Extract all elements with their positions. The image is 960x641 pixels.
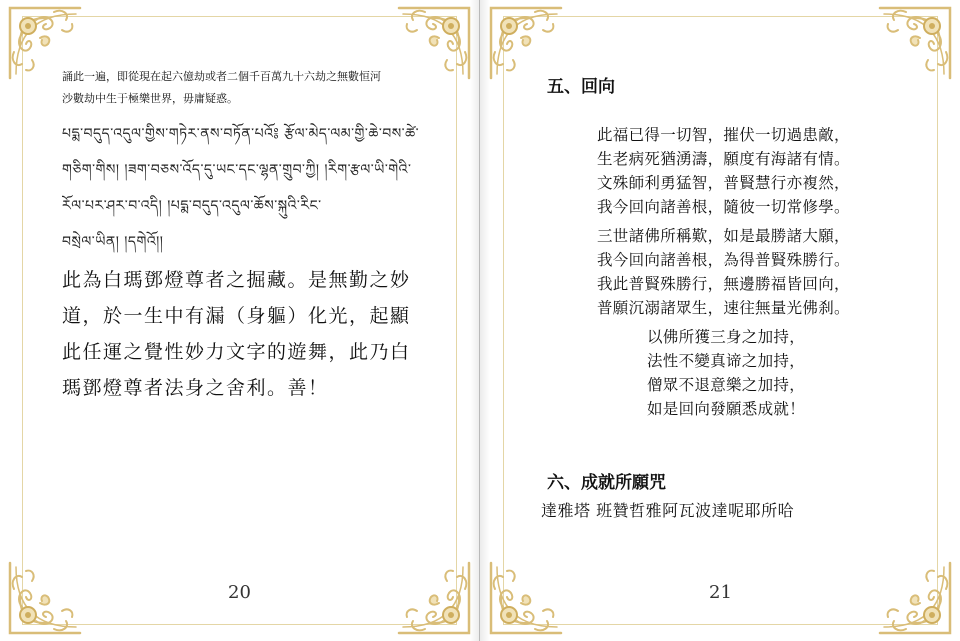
dedication-verse (597, 123, 850, 219)
tibetan-line: པདྨ་བདུད་འདུལ་གྱིས་གཏེར་ནས་བཏོན་པའོ༔ རྩོལ་མེད་ལམ་གྱི་ཆེ་བས་ཚེ་ (62, 126, 420, 142)
verse-line: 普願沉溺諸眾生，速往無量光佛刹。 (597, 299, 850, 317)
dedication-verse (597, 224, 850, 320)
merit-note (62, 66, 432, 110)
section-heading-mantra: 六、成就所願咒 (547, 473, 666, 493)
verse-line: 三世諸佛所稱歎，如是最勝諸大願， (597, 227, 850, 245)
merit-note-line: 誦此一遍，即從現在起六億劫或者二個千百萬九十六劫之無數恒河 (62, 70, 381, 83)
corner-ornament-icon (487, 4, 565, 82)
tibetan-line: གཅིག་གིས། །ཟག་བཅས་འོད་དུ་ཡང་དང་ལྷན་གྲུབ་ཀྱི། །རིག་རྩལ་ཡི་གེའི་ (62, 162, 412, 178)
colophon-line: 此為白瑪鄧燈尊者之掘藏。是無勤之妙 (62, 269, 411, 291)
mantra-text: 達雅塔 班贊哲雅阿瓦波達呢耶所哈 (541, 501, 795, 520)
section-heading-dedication: 五、回向 (547, 77, 615, 97)
verse-line: 此福已得一切智，摧伏一切過患敵， (597, 126, 850, 144)
verse-line: 僧眾不退意樂之加持， (647, 376, 806, 394)
page-number: 21 (709, 582, 732, 603)
book-gutter (470, 0, 490, 641)
verse-line: 如是回向發願悉成就！ (647, 400, 806, 418)
chinese-colophon (62, 262, 440, 406)
tibetan-colophon (62, 116, 432, 260)
colophon-line: 道，於一生中有漏（身軀）化光，起顯 (62, 305, 411, 327)
verse-line: 我今回向諸善根，隨彼一切常修學。 (597, 198, 850, 216)
verse-line: 以佛所獲三身之加持， (647, 328, 806, 346)
verse-line: 文殊師利勇猛智，普賢慧行亦複然， (597, 174, 850, 192)
tibetan-line: བསྲེལ་ཡིན། །དགེའོ།། (62, 234, 164, 250)
colophon-line: 瑪鄧燈尊者法身之舍利。善！ (62, 377, 329, 399)
verse-line: 我今回向諸善根，為得普賢殊勝行。 (597, 251, 850, 269)
tibetan-line: རོལ་པར་ཤར་བ་འདི། །པདྨ་བདུད་འདུལ་ཆོས་སྐུའི་རིང་ (62, 198, 322, 214)
aspiration-verse (647, 325, 805, 421)
merit-note-line: 沙數劫中生于極樂世界，毋庸疑惑。 (62, 92, 238, 105)
page-frame (503, 16, 938, 625)
colophon-line: 此任運之覺性妙力文字的遊舞，此乃白 (62, 341, 411, 363)
right-page (481, 0, 960, 641)
verse-line: 生老病死猶湧濤，願度有海諸有情。 (597, 150, 850, 168)
verse-line: 法性不變真谛之加持， (647, 352, 806, 370)
corner-ornament-icon (876, 4, 954, 82)
page-number: 20 (228, 582, 251, 603)
verse-line: 我此普賢殊勝行，無邊勝福皆回向， (597, 275, 850, 293)
